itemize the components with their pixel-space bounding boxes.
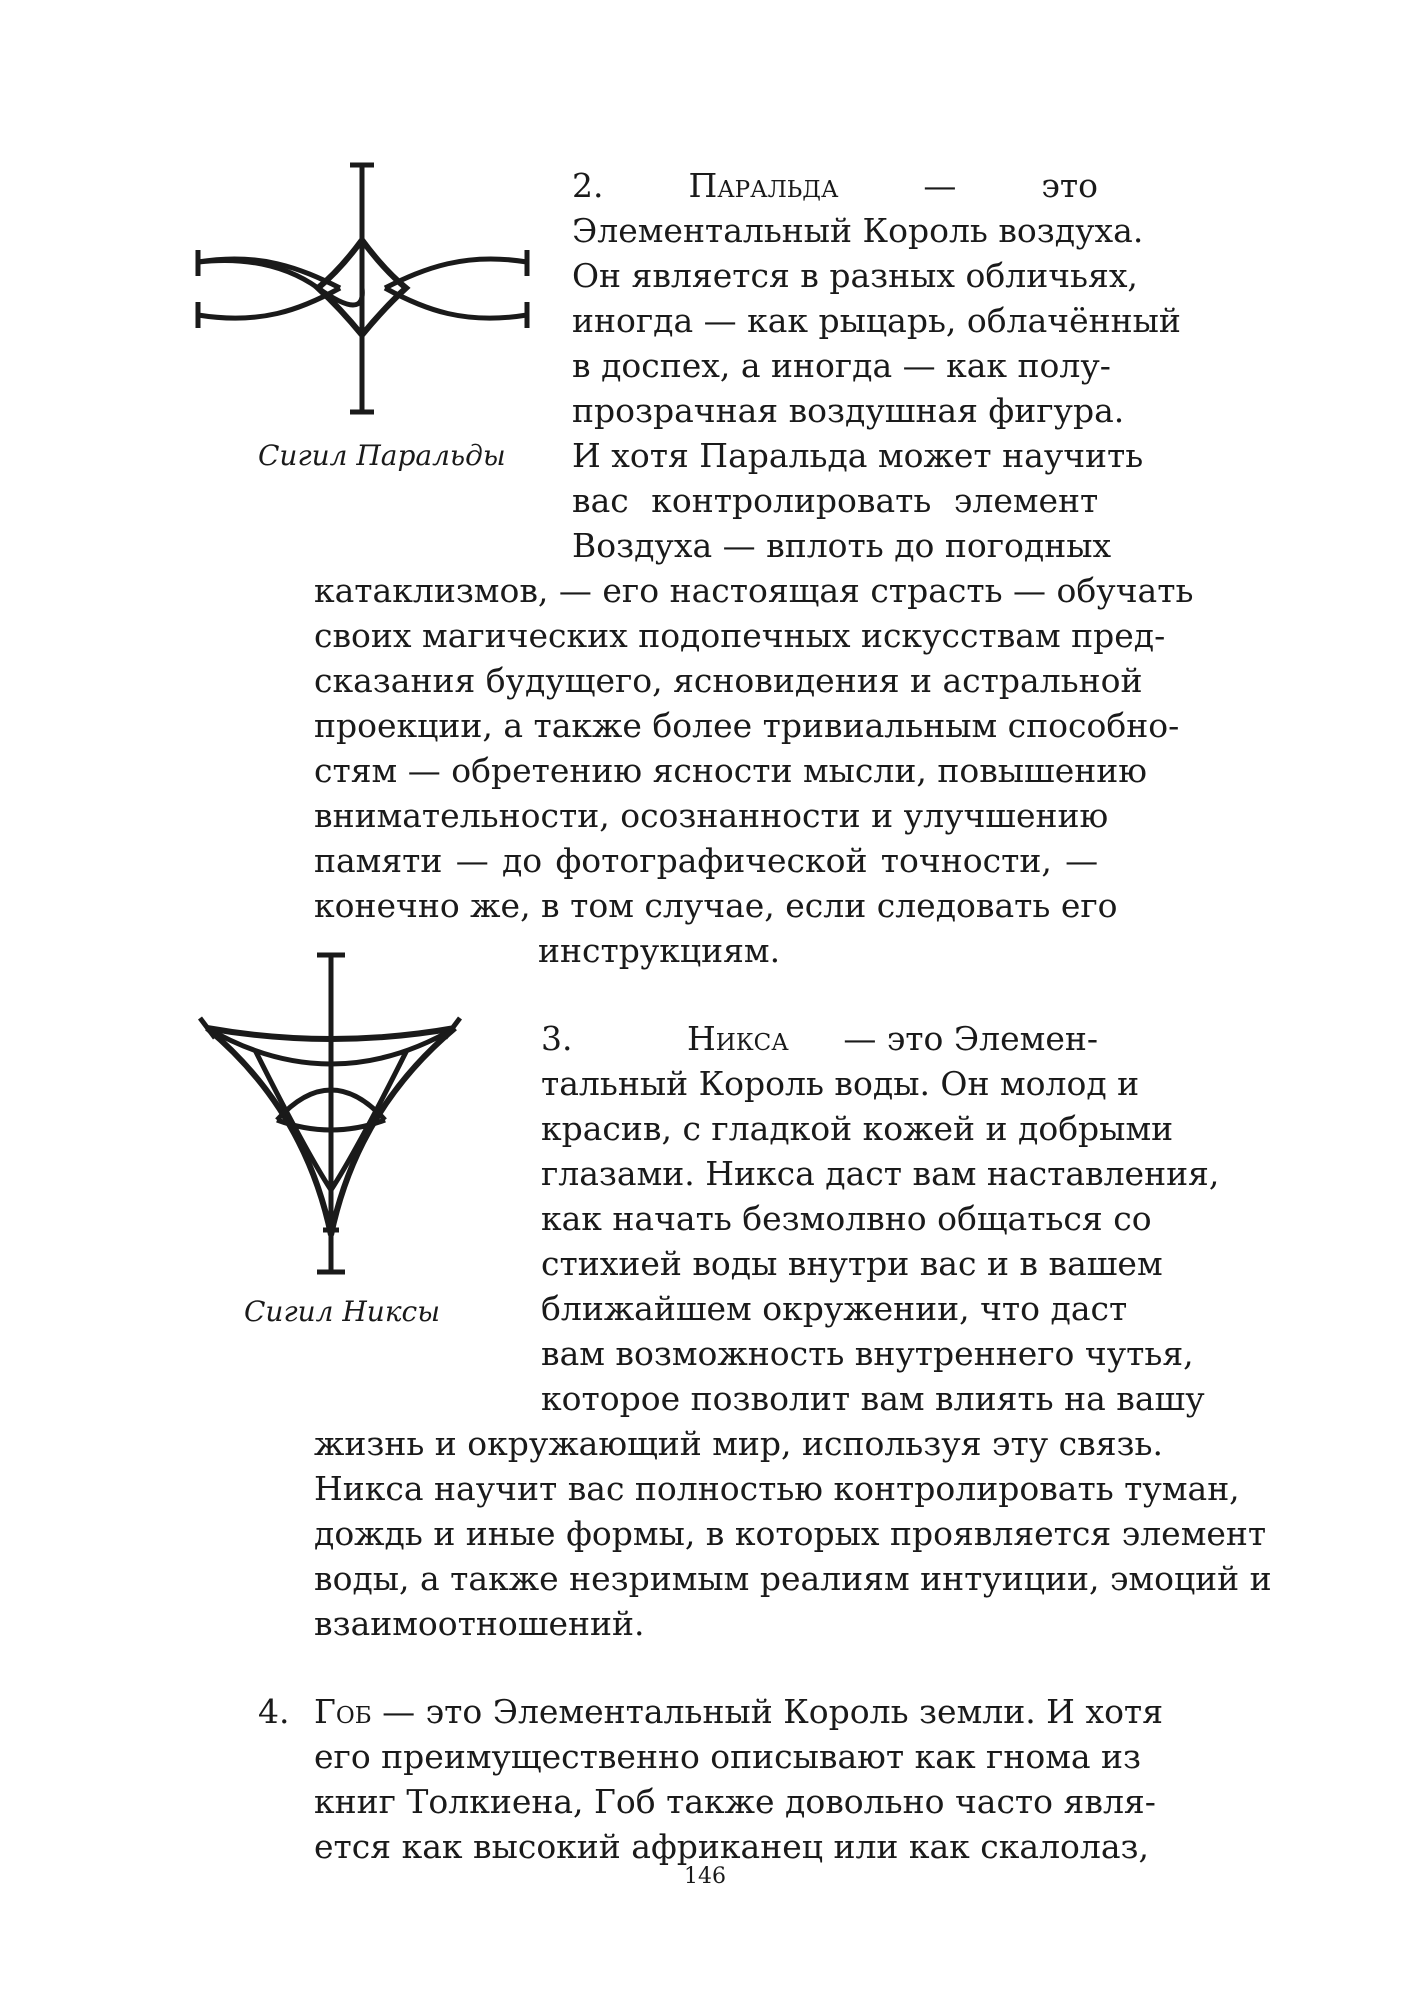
section-3-text: — это Элемен- xyxy=(843,1019,1098,1058)
section-4-number: 4. xyxy=(258,1692,290,1731)
section-3-line: ближайшем окружении, что даст xyxy=(541,1289,1128,1328)
section-2-line: иногда — как рыцарь, облачённый xyxy=(572,301,1181,340)
section-3-line: глазами. Никса даст вам наставления, xyxy=(541,1154,1220,1193)
section-2-text: — xyxy=(923,166,957,205)
section-2-line: вас контролировать элемент xyxy=(572,481,1099,520)
section-2-line: внимательности, осознанности и улучшению xyxy=(314,796,1109,835)
section-2-heading: Паральда xyxy=(688,166,839,205)
niksa-sigil-caption: Сигил Никсы xyxy=(244,1295,441,1328)
section-2-line: своих магических подопечных искусствам пред- xyxy=(314,616,1166,655)
section-3-number: 3. xyxy=(541,1019,573,1058)
section-4-text: — это Элементальный Король земли. И хотя xyxy=(382,1692,1164,1731)
section-3-line: жизнь и окружающий мир, используя эту связь. xyxy=(314,1424,1163,1463)
section-2-line: Воздуха — вплоть до погодных xyxy=(572,526,1112,565)
niksa-sigil-image xyxy=(195,950,465,1280)
section-2-line: в доспех, а иногда — как полу- xyxy=(572,346,1111,385)
section-2-line: Он является в разных обличьях, xyxy=(572,256,1138,295)
section-2-line: прозрачная воздушная фигура. xyxy=(572,391,1125,430)
section-3-line-0 xyxy=(541,1017,1098,1061)
section-3-line: дождь и иные формы, в которых проявляется элемент xyxy=(314,1514,1267,1553)
section-3-line: которое позволит вам влиять на вашу xyxy=(541,1379,1205,1418)
section-2-line: конечно же, в том случае, если следовать его xyxy=(314,886,1118,925)
section-3-line: как начать безмолвно общаться со xyxy=(541,1199,1152,1238)
section-3-line: воды, а также незримым реалиям интуиции, эмоций и xyxy=(314,1559,1272,1598)
section-4-line-0 xyxy=(314,1690,1163,1734)
section-4-line: его преимущественно описывают как гнома из xyxy=(314,1737,1142,1776)
section-2-line: катаклизмов, — его настоящая страсть — обучать xyxy=(314,571,1194,610)
section-2-number: 2. xyxy=(572,166,604,205)
section-2-line: памяти — до фотографической точности, — xyxy=(314,841,1099,880)
section-2-line: проекции, а также более тривиальным способно- xyxy=(314,706,1180,745)
section-3-line: взаимоотношений. xyxy=(314,1604,645,1643)
section-4-heading: Гоб xyxy=(314,1692,372,1731)
section-3-line: красив, с гладкой кожей и добрыми xyxy=(541,1109,1174,1148)
section-3-heading: Никса xyxy=(687,1019,789,1058)
section-2-line: инструкциям. xyxy=(538,931,781,970)
section-2-line: Элементальный Король воздуха. xyxy=(572,211,1144,250)
section-3-line: стихией воды внутри вас и в вашем xyxy=(541,1244,1163,1283)
section-2-line: И хотя Паральда может научить xyxy=(572,436,1144,475)
section-4-line: книг Толкиена, Гоб также довольно часто явля- xyxy=(314,1782,1156,1821)
paralda-sigil-caption: Сигил Паральды xyxy=(258,439,506,472)
paralda-sigil-image xyxy=(190,160,535,420)
section-2-line: сказания будущего, ясновидения и астральной xyxy=(314,661,1143,700)
section-3-line: тальный Король воды. Он молод и xyxy=(541,1064,1140,1103)
section-3-line: вам возможность внутреннего чутья, xyxy=(541,1334,1194,1373)
section-2-text: это xyxy=(1041,166,1098,205)
section-2-line-0 xyxy=(572,164,1098,208)
section-3-line: Никса научит вас полностью контролировать туман, xyxy=(314,1469,1240,1508)
section-2-line: стям — обретению ясности мысли, повышению xyxy=(314,751,1147,790)
section-4-line: ется как высокий африканец или как скалолаз, xyxy=(314,1827,1150,1866)
page-number: 146 xyxy=(684,1864,726,1889)
